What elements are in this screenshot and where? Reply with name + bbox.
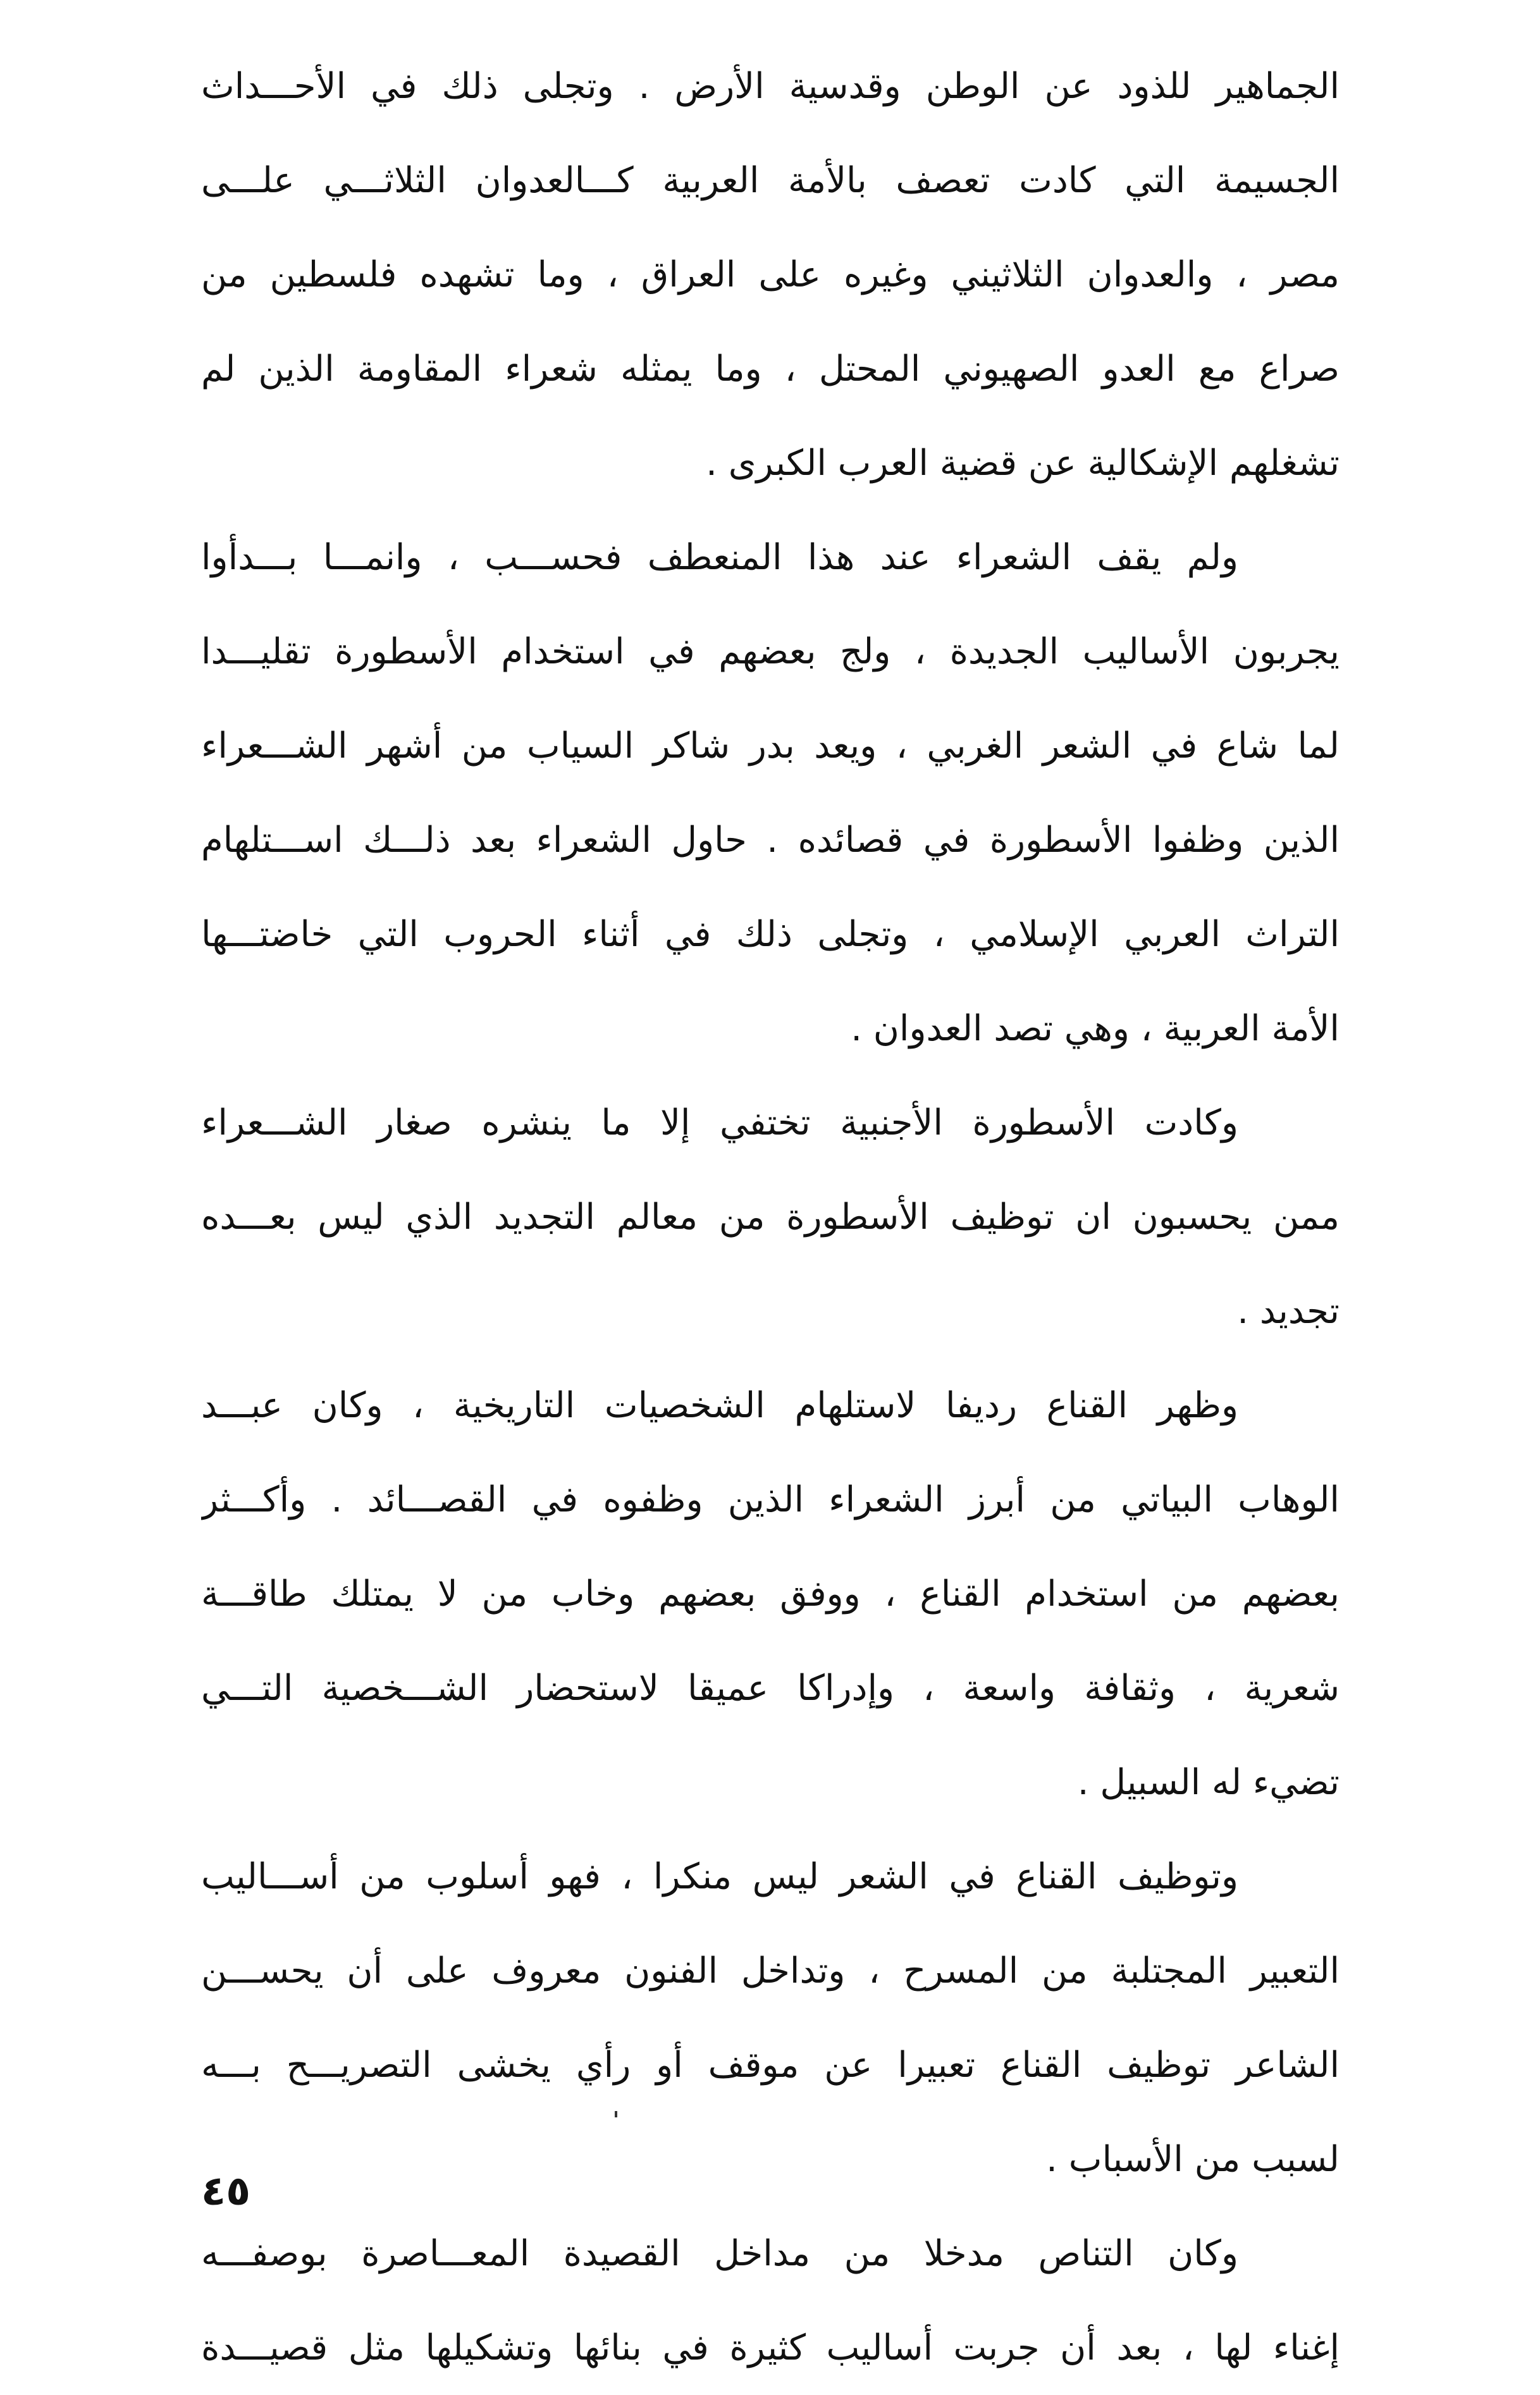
text-line: تضيء له السبيل . bbox=[1077, 1762, 1340, 1803]
text-line: لما شاع في الشعر الغربي ، ويعد بدر شاكر السياب من أشهر الشـــعراء bbox=[201, 725, 1340, 767]
text-line: وكان التناص مدخلا من مداخل القصيدة المعـــاصرة بوصفـــه bbox=[201, 2233, 1238, 2274]
text-line: تجديد . bbox=[1237, 1291, 1340, 1332]
text-line: شعرية ، وثقافة واسعة ، وإدراكا عميقا لاستحضار الشـــخصية التـــي bbox=[201, 1668, 1340, 1709]
text-line: لسبب من الأسباب . bbox=[1046, 2139, 1340, 2180]
text-line: مصر ، والعدوان الثلاثيني وغيره على العراق ، وما تشهده فلسطين من bbox=[201, 254, 1340, 295]
text-line: إغناء لها ، بعد أن جربت أساليب كثيرة في بنائها وتشكيلها مثل قصيـــدة bbox=[201, 2327, 1340, 2368]
text-line: يجربون الأساليب الجديدة ، ولج بعضهم في استخدام الأسطورة تقليـــدا bbox=[201, 631, 1340, 672]
text-line: بعضهم من استخدام القناع ، ووفق بعضهم وخاب من لا يمتلك طاقـــة bbox=[201, 1573, 1340, 1615]
text-line: وظهر القناع رديفا لاستلهام الشخصيات التاريخية ، وكان عبـــد bbox=[201, 1385, 1238, 1426]
text-line: الذين وظفوا الأسطورة في قصائده . حاول الشعراء بعد ذلـــك اســـتلهام bbox=[201, 820, 1340, 861]
text-line: التراث العربي الإسلامي ، وتجلى ذلك في أثناء الحروب التي خاضتـــها bbox=[201, 914, 1340, 955]
text-line: صراع مع العدو الصهيوني المحتل ، وما يمثله شعراء المقاومة الذين لم bbox=[201, 348, 1340, 390]
text-line: الأمة العربية ، وهي تصد العدوان . bbox=[851, 1008, 1340, 1049]
text-line: التعبير المجتلبة من المسرح ، وتداخل الفنون معروف على أن يحســـن bbox=[201, 1950, 1340, 1992]
text-line: الوهاب البياتي من أبرز الشعراء الذين وظفوه في القصـــائد . وأكـــثر bbox=[201, 1479, 1340, 1520]
body-text bbox=[201, 39, 1340, 2395]
text-line: الجماهير للذود عن الوطن وقدسية الأرض . وتجلى ذلك في الأحـــداث bbox=[201, 66, 1340, 107]
page-number: ٤٥ bbox=[201, 2168, 251, 2215]
scan-speck bbox=[615, 2111, 617, 2117]
text-line: وتوظيف القناع في الشعر ليس منكرا ، فهو أسلوب من أســـاليب bbox=[201, 1856, 1238, 1897]
text-line: الشاعر توظيف القناع تعبيرا عن موقف أو رأي يخشى التصريـــح بـــه bbox=[201, 2045, 1340, 2086]
text-line: الجسيمة التي كادت تعصف بالأمة العربية كـــالعدوان الثلاثـــي علـــى bbox=[201, 160, 1340, 201]
text-line: تشغلهم الإشكالية عن قضية العرب الكبرى . bbox=[706, 443, 1340, 484]
text-line: ممن يحسبون ان توظيف الأسطورة من معالم التجديد الذي ليس بعـــده bbox=[201, 1197, 1340, 1238]
text-line: ولم يقف الشعراء عند هذا المنعطف فحســـب ، وانمـــا بـــدأوا bbox=[201, 537, 1238, 578]
text-line: وكادت الأسطورة الأجنبية تختفي إلا ما ينشره صغار الشـــعراء bbox=[201, 1102, 1238, 1143]
